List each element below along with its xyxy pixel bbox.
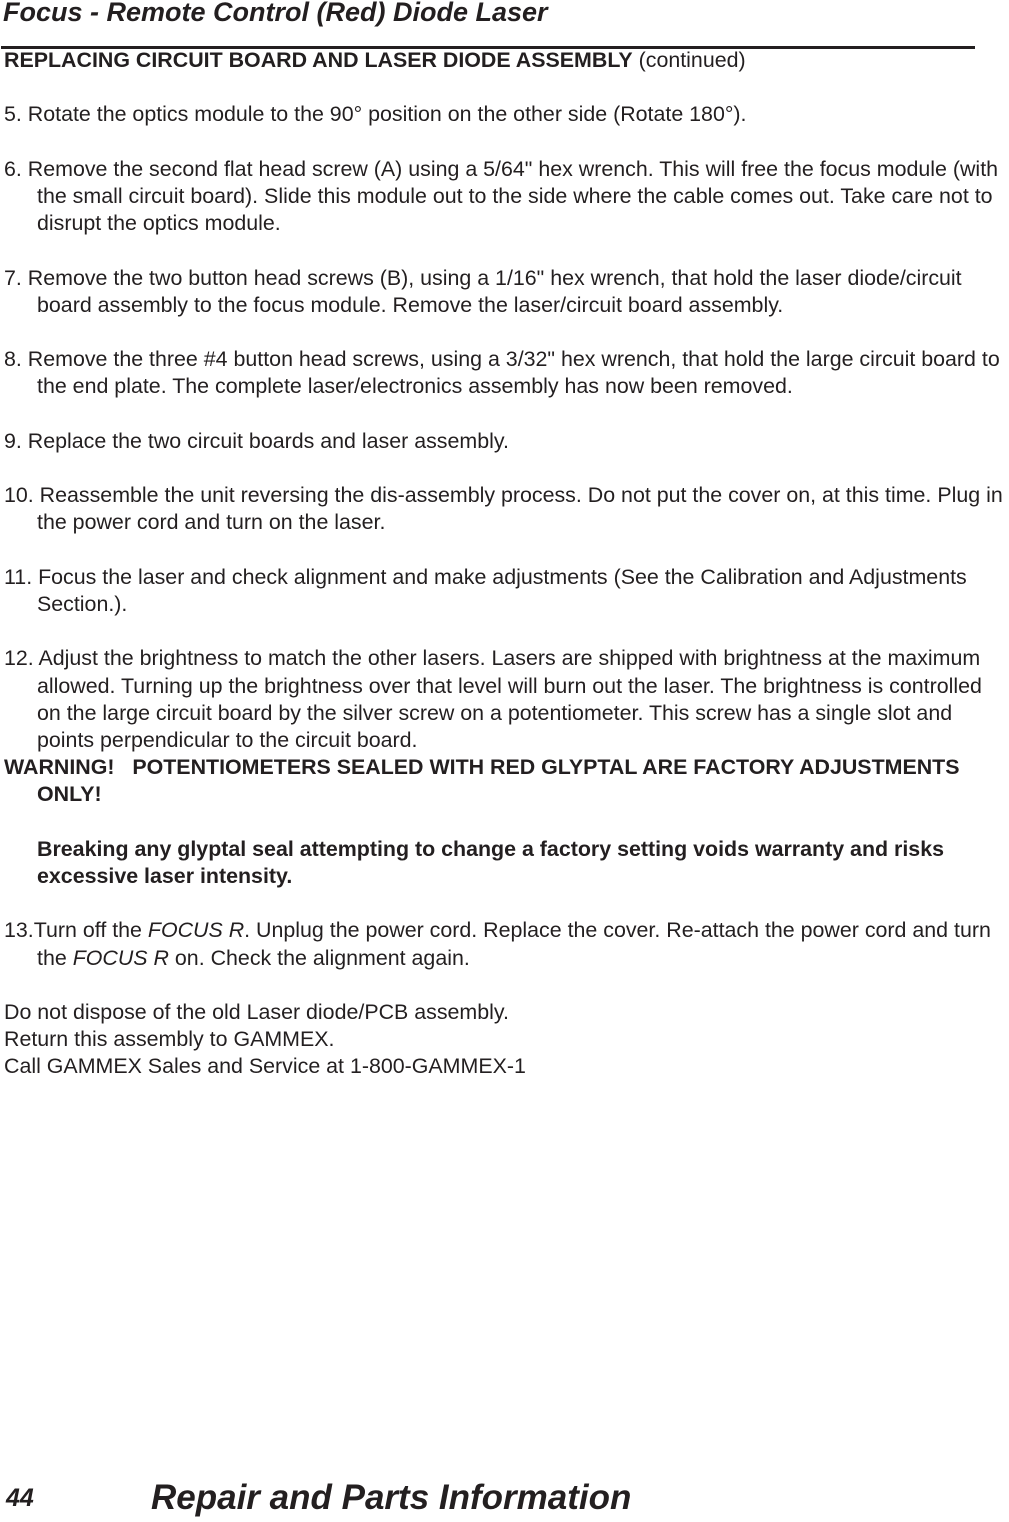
section-title: REPLACING CIRCUIT BOARD AND LASER DIODE ASSEMBLY xyxy=(4,48,633,72)
footer-title: Repair and Parts Information xyxy=(151,1478,632,1517)
step-6: 6. Remove the second flat head screw (A) using a 5/64" hex wrench. This will free the focus module (with the small circuit board). Slide this module out to the side where the cable comes out. Take care not to disrupt the optics module. xyxy=(4,156,999,236)
product-name: FOCUS R xyxy=(147,918,245,943)
page-footer xyxy=(0,1478,1009,1522)
closing-line-1: Do not dispose of the old Laser diode/PCB assembly. xyxy=(4,999,509,1024)
step-13-text-1: 13.Turn off the xyxy=(4,918,148,943)
step-9: 9. Replace the two circuit boards and laser assembly. xyxy=(4,428,509,453)
page-number: 44 xyxy=(6,1484,34,1512)
product-name: FOCUS R xyxy=(72,945,169,970)
step-13-text-3: on. Check the alignment again. xyxy=(168,945,470,970)
closing-line-2: Return this assembly to GAMMEX. xyxy=(4,1027,335,1052)
step-11: 11. Focus the laser and check alignment and make adjustments (See the Calibration and Adjustments Section.). xyxy=(4,564,967,616)
page-header-title: Focus - Remote Control (Red) Diode Laser xyxy=(3,0,548,27)
warning-text: WARNING! POTENTIOMETERS SEALED WITH RED GLYPTAL ARE FACTORY ADJUSTMENTS ONLY! xyxy=(4,755,960,807)
step-5: 5. Rotate the optics module to the 90° position on the other side (Rotate 180°). xyxy=(4,102,747,127)
warning-note: Breaking any glyptal seal attempting to change a factory setting voids warranty and risks excessive laser intensity. xyxy=(37,836,944,888)
step-13-text-2: . Unplug the power cord. Replace the cover. Re-attach the power cord and turn the xyxy=(37,918,991,970)
section-title-suffix: (continued) xyxy=(632,48,746,72)
step-10: 10. Reassemble the unit reversing the dis-assembly process. Do not put the cover on, at this time. Plug in the power cord and turn on the laser. xyxy=(4,483,1003,535)
document-body xyxy=(4,47,1007,1081)
step-7: 7. Remove the two button head screws (B), using a 1/16" hex wrench, that hold the laser diode/circuit board assembly to the focus module. Remove the laser/circuit board assembly. xyxy=(4,265,962,317)
step-8: 8. Remove the three #4 button head screws, using a 3/32" hex wrench, that hold the large circuit board to the end plate. The complete laser/electronics assembly has now been removed. xyxy=(4,347,1000,399)
section-heading xyxy=(4,47,1007,74)
step-12: 12. Adjust the brightness to match the other lasers. Lasers are shipped with brightness at the maximum allowed. Turning up the brightness over that level will burn out the laser. The brightness is controlled on the large circuit board by the silver screw on a potentiometer. This screw has a single slot and points perpendicular to the circuit board. xyxy=(4,646,982,752)
closing-line-3: Call GAMMEX Sales and Service at 1-800-GAMMEX-1 xyxy=(4,1054,526,1079)
step-13 xyxy=(4,917,1007,971)
